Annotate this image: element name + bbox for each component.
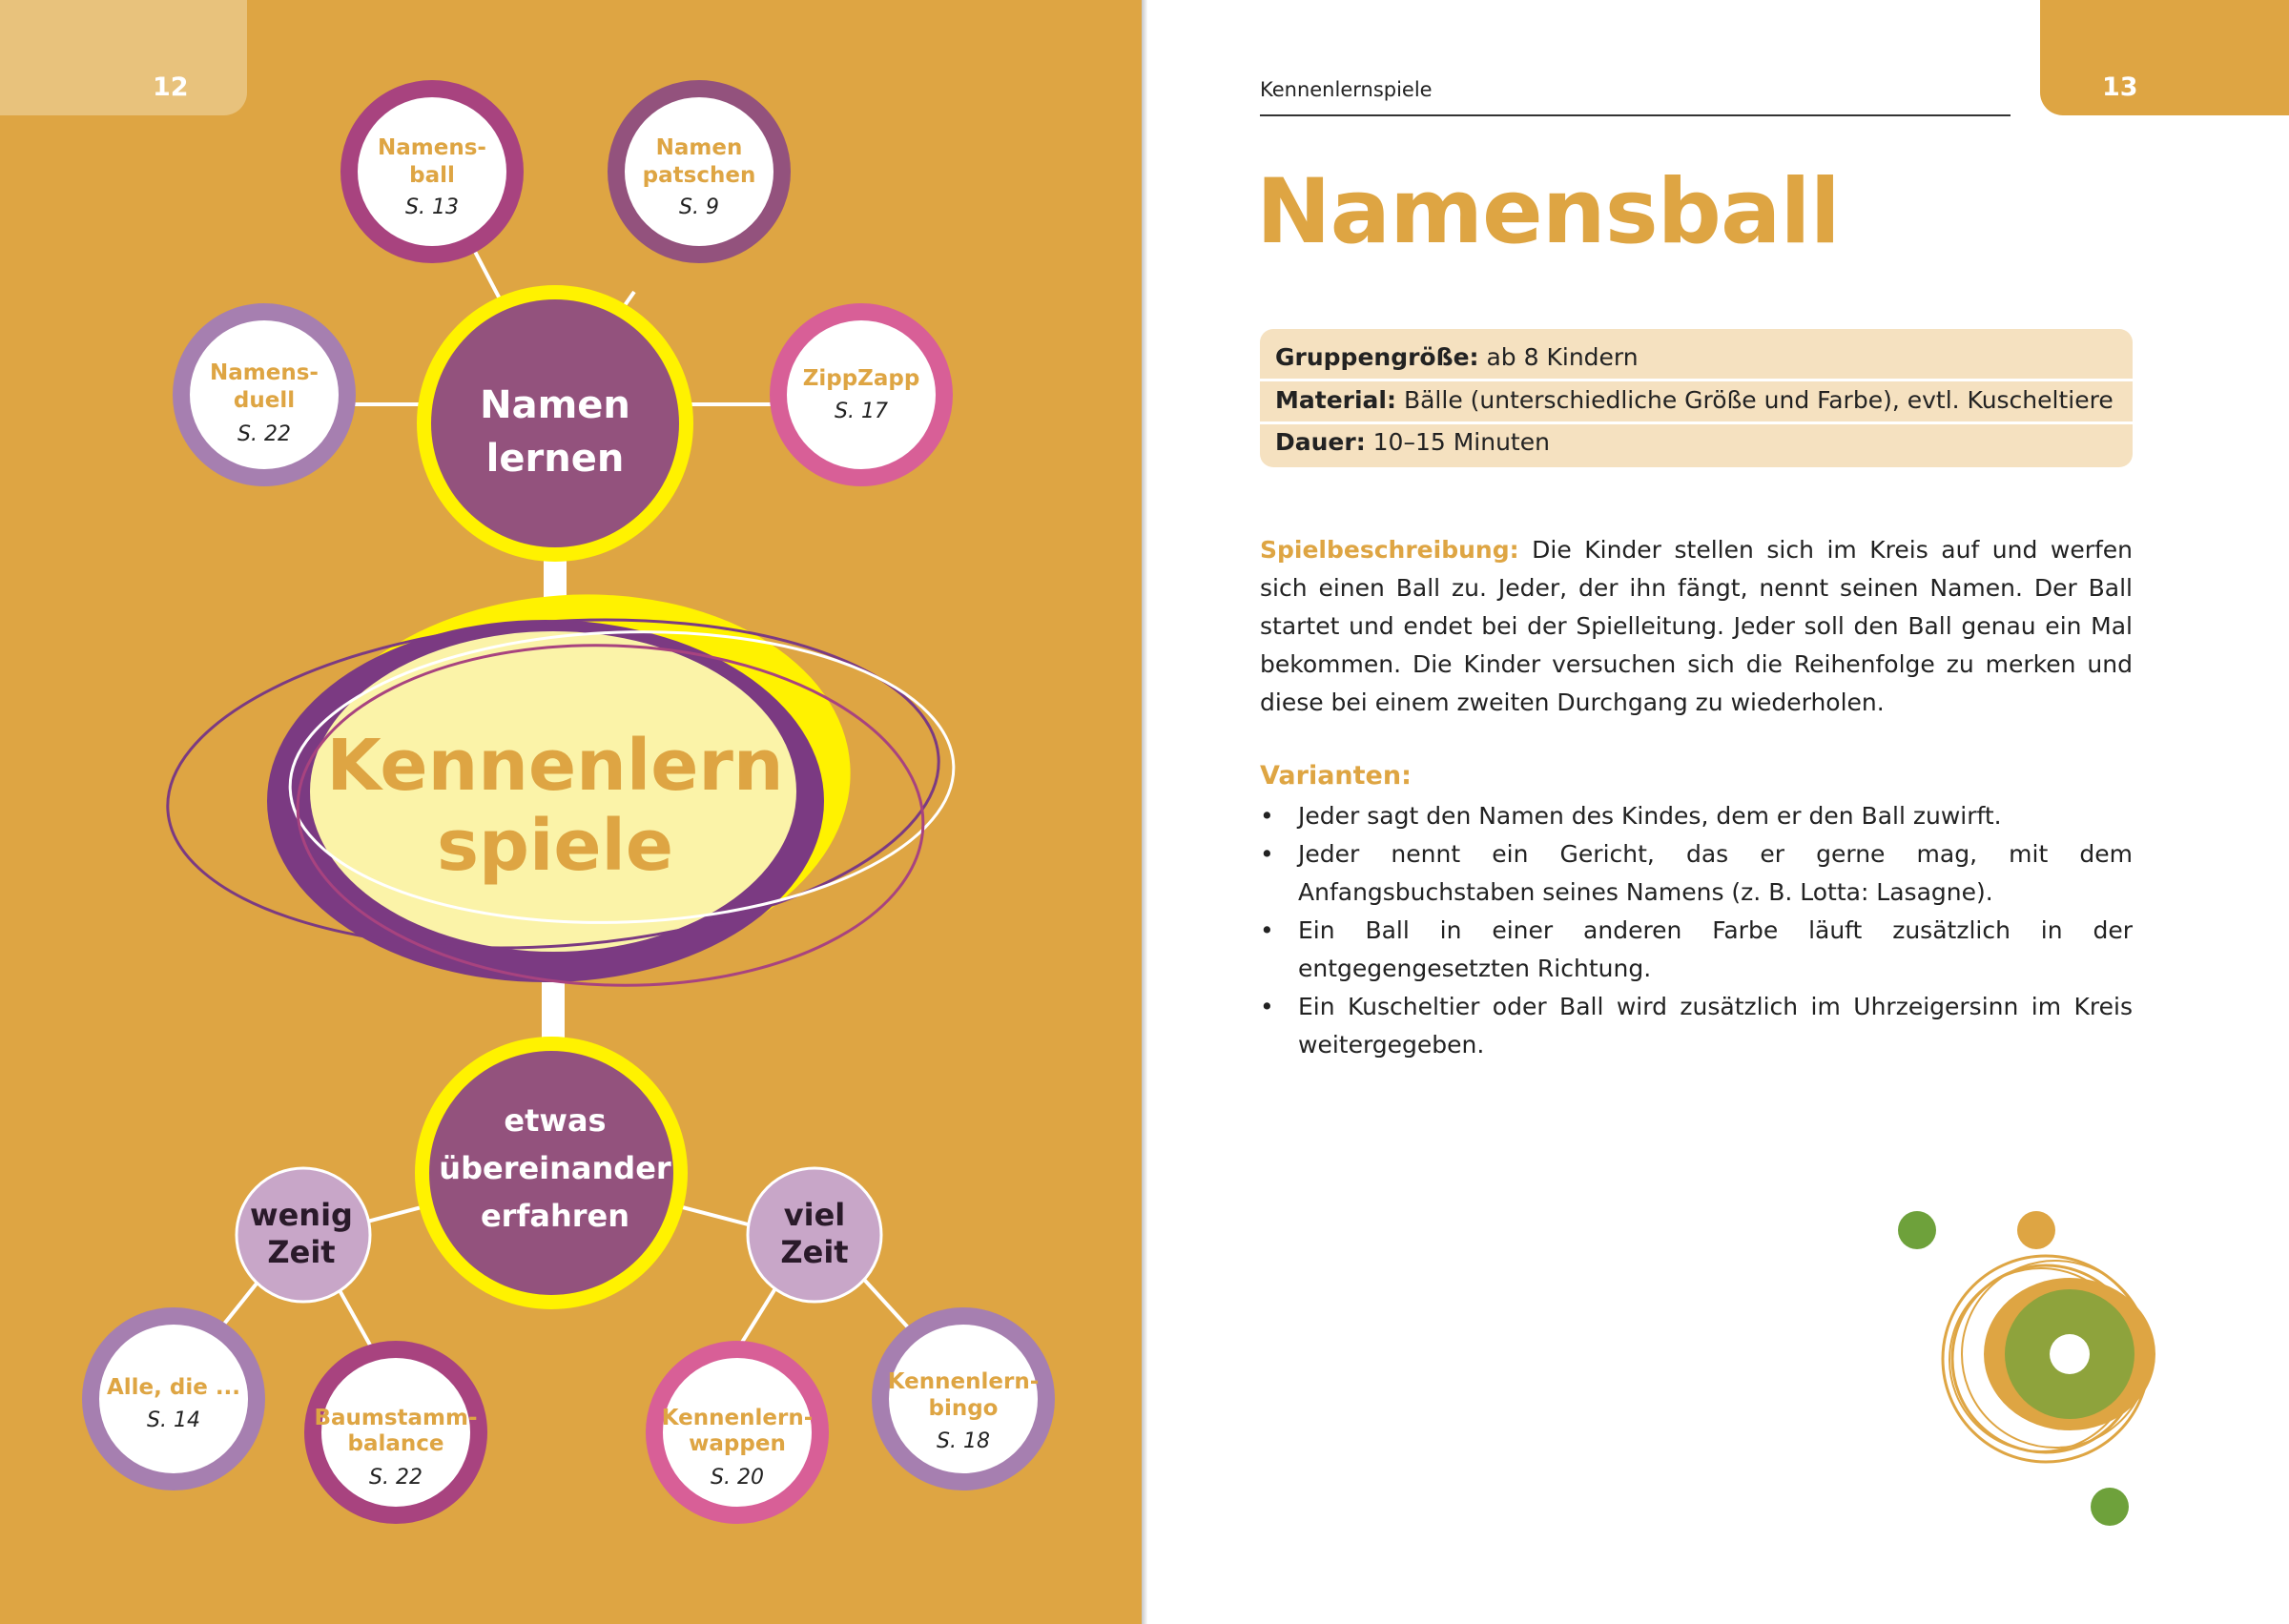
green-dot-icon bbox=[2091, 1488, 2129, 1526]
game-zippzapp-page: S. 17 bbox=[835, 400, 888, 423]
variant-text: Jeder nennt ein Gericht, das er gerne mag, mit dem Anfangsbuchstaben seines Namens (z. B. Lotta: Lasagne). bbox=[1298, 840, 2133, 906]
info-label: Dauer: bbox=[1275, 428, 1366, 456]
variant-text: Jeder sagt den Namen des Kindes, dem er den Ball zuwirft. bbox=[1298, 802, 2002, 830]
variants-list bbox=[1260, 797, 2133, 1064]
right-page-number-tab bbox=[2040, 0, 2289, 115]
description-label: Spielbeschreibung: bbox=[1260, 536, 1519, 564]
info-value: ab 8 Kindern bbox=[1486, 343, 1639, 371]
game-kennenlernwappen-line-1: Kennenlern- bbox=[661, 1406, 814, 1430]
hub-learn-line-2: übereinander bbox=[439, 1150, 671, 1186]
header-rule bbox=[1260, 114, 2011, 116]
variant-item bbox=[1260, 988, 2133, 1064]
center-label-line-2: spiele bbox=[436, 805, 674, 887]
variant-item bbox=[1260, 797, 2133, 835]
bullet-icon: • bbox=[1260, 840, 1274, 868]
mindmap-diagram bbox=[0, 0, 1144, 1624]
running-header: Kennenlernspiele bbox=[1260, 78, 1433, 101]
hub-names-line-1: Namen bbox=[480, 383, 630, 427]
game-namen-patschen-page: S. 9 bbox=[679, 195, 719, 219]
game-baumstammbalance-line-2: balance bbox=[347, 1431, 444, 1456]
hub-names-line-2: lernen bbox=[485, 437, 625, 481]
info-value: 10–15 Minuten bbox=[1372, 428, 1550, 456]
book-gutter bbox=[1142, 0, 1147, 1624]
game-alle-die-line-1: Alle, die ... bbox=[106, 1375, 241, 1400]
time-long-line-1: viel bbox=[783, 1197, 846, 1233]
game-kennenlernwappen-line-2: wappen bbox=[689, 1431, 786, 1456]
game-namensduell-page: S. 22 bbox=[237, 422, 291, 446]
info-row-duration bbox=[1275, 423, 1550, 462]
game-bubble-zippzapp bbox=[778, 312, 944, 478]
bullet-icon: • bbox=[1260, 993, 1274, 1020]
game-namensball-line-1: Namens- bbox=[378, 135, 486, 160]
variants-heading: Varianten: bbox=[1260, 761, 1412, 791]
game-baumstammbalance-page: S. 22 bbox=[369, 1466, 423, 1490]
game-description bbox=[1260, 531, 2133, 722]
info-box bbox=[1260, 329, 2133, 467]
variant-item bbox=[1260, 912, 2133, 988]
game-kennenlernbingo-page: S. 18 bbox=[937, 1429, 990, 1453]
hub-learn-line-3: erfahren bbox=[480, 1198, 630, 1234]
variant-item bbox=[1260, 835, 2133, 912]
game-namen-patschen-line-1: Namen bbox=[655, 135, 743, 160]
game-namensduell-line-2: duell bbox=[233, 388, 296, 413]
variant-text: Ein Kuscheltier oder Ball wird zusätzlich im Uhrzeigersinn im Kreis weitergegeben. bbox=[1298, 993, 2133, 1059]
description-text: Die Kinder stellen sich im Kreis auf und werfen sich einen Ball zu. Jeder, der ihn fängt, nennt seinen Namen. Der Ball startet und endet bei der Spielleitung. Jeder soll den Ball genau ein Mal bekommen. Die Kinder versuchen sich die Reihenfolge zu merken und diese bei einem zweiten Durchgang zu wiederholen. bbox=[1260, 536, 2134, 716]
info-row-group-size bbox=[1275, 339, 1639, 377]
decorative-circles bbox=[1869, 1192, 2175, 1554]
game-alle-die-page: S. 14 bbox=[147, 1408, 200, 1432]
game-namensduell-line-1: Namens- bbox=[210, 360, 319, 385]
orange-dot-icon bbox=[2017, 1211, 2055, 1249]
game-zippzapp-line-1: ZippZapp bbox=[802, 366, 920, 391]
game-namen-patschen-line-2: patschen bbox=[642, 163, 756, 188]
game-baumstammbalance-line-1: Baumstamm- bbox=[314, 1406, 478, 1430]
info-row-material bbox=[1275, 381, 2114, 420]
left-page-number: 12 bbox=[153, 72, 189, 102]
center-label-line-1: Kennenlern bbox=[326, 725, 784, 807]
target-circle-icon bbox=[1943, 1256, 2155, 1462]
time-short-line-2: Zeit bbox=[267, 1234, 336, 1270]
time-long-line-2: Zeit bbox=[780, 1234, 849, 1270]
info-value: Bälle (unterschiedliche Größe und Farbe), evtl. Kuscheltiere bbox=[1403, 386, 2114, 414]
info-label: Gruppengröße: bbox=[1275, 343, 1479, 371]
bullet-icon: • bbox=[1260, 916, 1274, 944]
page-title: Namensball bbox=[1256, 160, 1840, 264]
game-kennenlernwappen-page: S. 20 bbox=[711, 1466, 764, 1490]
right-page-number: 13 bbox=[2102, 72, 2138, 102]
hub-learn-line-1: etwas bbox=[504, 1102, 607, 1139]
info-label: Material: bbox=[1275, 386, 1396, 414]
game-kennenlernbingo-line-1: Kennenlern- bbox=[887, 1369, 1040, 1394]
time-short-line-1: wenig bbox=[250, 1197, 353, 1233]
game-namensball-page: S. 13 bbox=[405, 195, 459, 219]
green-dot-icon bbox=[1898, 1211, 1936, 1249]
game-kennenlernbingo-line-2: bingo bbox=[928, 1396, 999, 1421]
variant-text: Ein Ball in einer anderen Farbe läuft zusätzlich in der entgegengesetzten Richtung. bbox=[1298, 916, 2133, 982]
game-namensball-line-2: ball bbox=[409, 163, 455, 188]
bullet-icon: • bbox=[1260, 802, 1274, 830]
